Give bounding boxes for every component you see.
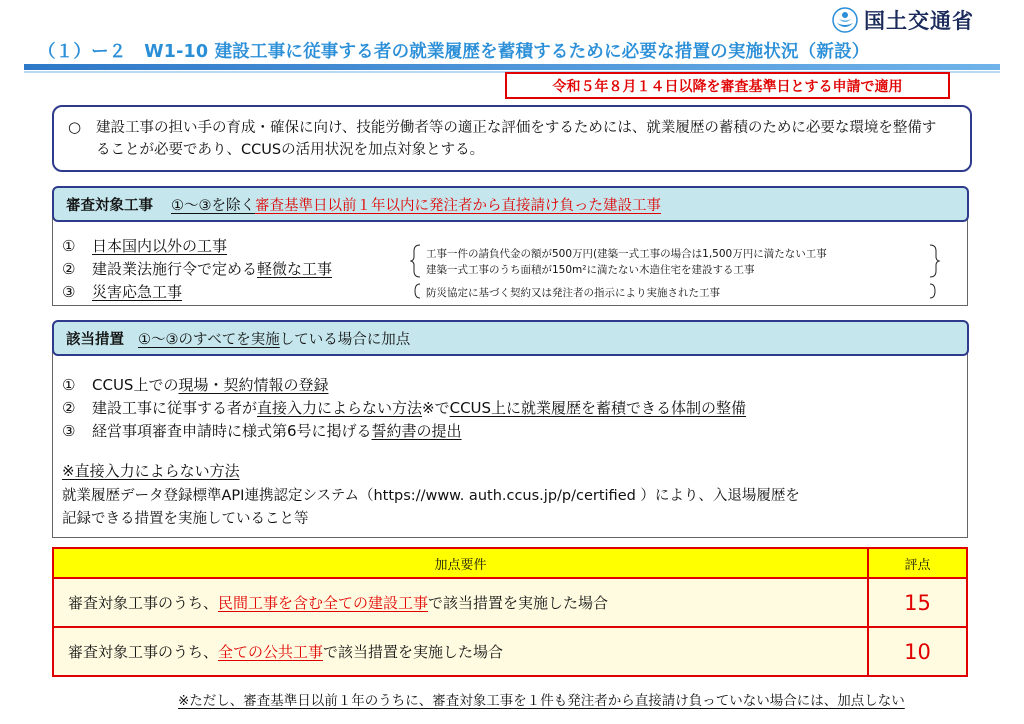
measure-item-text: ※で — [422, 399, 450, 417]
measure-item-text: 建設工事に従事する者が — [92, 399, 258, 417]
intro-box — [52, 105, 972, 172]
intro-text: 建設工事の担い手の育成・確保に向け、技能労働者等の適正な評価をするためには、就業履歴の蓄積のために必要な環境を整備することが必要であり、CCUSの活用状況を加点対象とする。 — [96, 120, 937, 158]
page-title: （１）ー２ W1-10 建設工事に従事する者の就業履歴を蓄積するために必要な措置の実施状況（新設） — [38, 42, 870, 62]
excluded-item-3 — [62, 281, 182, 302]
excluded-item-num: ① — [62, 237, 76, 255]
mlit-emblem-icon — [832, 7, 858, 33]
requirement-text: 審査対象工事のうち、 — [68, 594, 219, 612]
measure-item-3 — [62, 420, 462, 441]
measure-item-text-underlined: 現場・契約情報の登録 — [178, 376, 329, 394]
measure-item-text-underlined: 誓約書の提出 — [371, 422, 462, 440]
measures-header — [52, 320, 969, 356]
minor-work-note-1: 工事一件の請負代金の額が500万円(建築一式工事の場合は1,500万円に満たない工事 — [426, 248, 827, 260]
requirement-text: で該当措置を実施した場合 — [323, 643, 504, 661]
measure-item-text-underlined: 直接入力によらない方法 — [257, 399, 423, 417]
table-header-row — [53, 548, 967, 578]
title-rule — [24, 64, 1000, 70]
measure-item-num: ② — [62, 399, 76, 417]
excluded-item-text-underlined: 軽微な工事 — [257, 260, 333, 278]
excluded-item-num: ② — [62, 260, 76, 278]
requirement-cell — [53, 627, 868, 676]
measure-item-1 — [62, 374, 328, 395]
excluded-item-text: 日本国内以外の工事 — [92, 237, 228, 255]
direct-input-note-line-1: 就業履歴データ登録標準API連携認定システム（https://www. auth.ccus.jp/p/certified ）により、入退場履歴を — [62, 488, 800, 504]
table-row — [53, 578, 967, 627]
target-works-desc-red: 審査基準日以前１年以内に発注者から直接請け負った建設工事 — [255, 197, 661, 214]
points-cell: 10 — [868, 627, 967, 676]
disaster-work-note: 防災協定に基づく契約又は発注者の指示により実施された工事 — [426, 287, 720, 299]
bonus-points-table — [52, 547, 968, 677]
measure-item-num: ③ — [62, 422, 76, 440]
footer-note: ※ただし、審査基準日以前１年のうちに、審査対象工事を１件も発注者から直接請け負っていない場合には、加点しない — [178, 693, 905, 709]
direct-input-note-line-2: 記録できる措置を実施していること等 — [62, 511, 309, 527]
excluded-item-1 — [62, 235, 227, 256]
direct-input-note-title: ※直接入力によらない方法 — [62, 462, 240, 480]
measures-desc-rest: している場合に加点 — [279, 331, 411, 348]
measure-item-text: 経営事項審査申請時に様式第6号に掲げる — [92, 422, 372, 440]
measure-item-2 — [62, 397, 746, 418]
excluded-item-num: ③ — [62, 283, 76, 301]
minor-work-note-2: 建築一式工事のうち面積が150m²に満たない木造住宅を建設する工事 — [426, 264, 755, 276]
measures-desc-underlined: ①～③のすべてを実施 — [138, 331, 280, 348]
excluded-item-2 — [62, 258, 332, 279]
measures-label: 該当措置 — [66, 331, 124, 348]
requirement-text-highlight: 民間工事を含む全ての建設工事 — [218, 594, 429, 612]
requirement-cell — [53, 578, 868, 627]
mlit-logo — [832, 6, 974, 34]
requirement-text: で該当措置を実施した場合 — [428, 594, 609, 612]
measure-item-num: ① — [62, 376, 76, 394]
measure-item-text: CCUS上での — [92, 376, 179, 394]
intro-bullet: ○ — [68, 118, 82, 136]
target-works-label: 審査対象工事 — [66, 197, 153, 214]
points-cell: 15 — [868, 578, 967, 627]
header-points: 評点 — [868, 548, 967, 578]
requirement-text: 審査対象工事のうち、 — [68, 643, 219, 661]
excluded-item-text: 災害応急工事 — [92, 283, 183, 301]
excluded-item-text: 建設業法施行令で定める — [92, 260, 258, 278]
apply-date-banner: 令和５年８月１４日以降を審査基準日とする申請で適用 — [505, 72, 950, 99]
target-works-desc-prefix: ①～③を除く — [171, 197, 255, 214]
table-row — [53, 627, 967, 676]
logo-text: 国土交通省 — [864, 9, 974, 33]
header-requirement: 加点要件 — [53, 548, 868, 578]
requirement-text-highlight: 全ての公共工事 — [218, 643, 324, 661]
measure-item-text-underlined: CCUS上に就業履歴を蓄積できる体制の整備 — [449, 399, 747, 417]
target-works-header — [52, 186, 969, 222]
